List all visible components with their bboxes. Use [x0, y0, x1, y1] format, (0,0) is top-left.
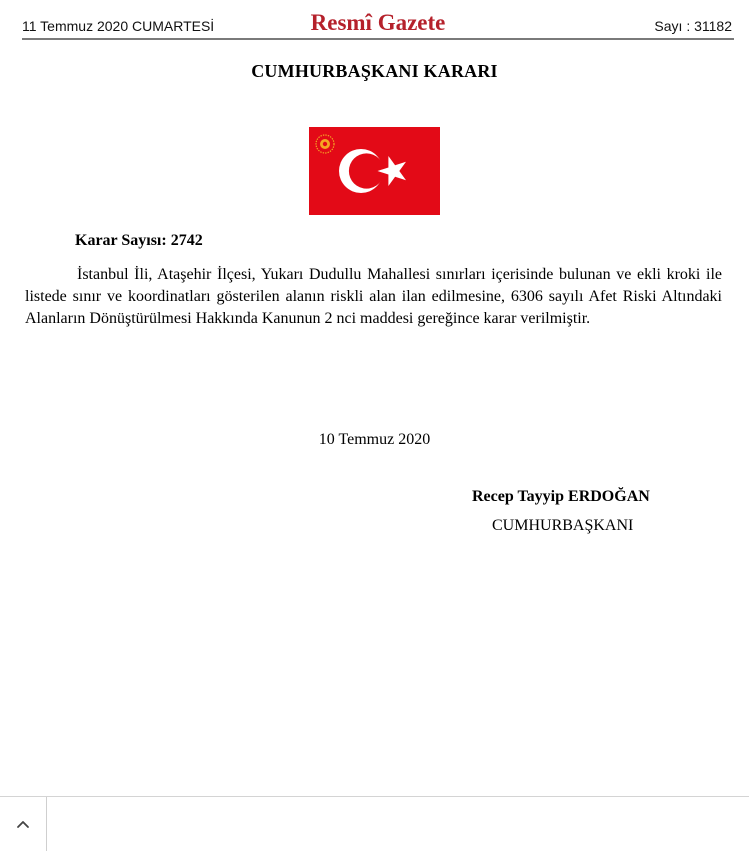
signer-name: Recep Tayyip ERDOĞAN [472, 488, 650, 505]
collapse-button[interactable] [0, 797, 47, 851]
decision-body: İstanbul İli, Ataşehir İlçesi, Yukarı Dudullu Mahallesi sınırları içerisinde bulunan ve ekli kroki ile listede sınır ve koordinatları gösterilen alanın riskli alan ilan edilmesine, 6306 sayılı Afet Riski Altındaki Alanların Dönüştürülmesi Hakkında Kanunun 2 nci maddesi gereğince karar verilmiştir. [25, 266, 722, 327]
gazette-header [22, 8, 734, 40]
decision-number: Karar Sayısı: 2742 [75, 232, 203, 249]
decision-date: 10 Temmuz 2020 [318, 431, 431, 448]
chevron-up-icon [16, 819, 30, 829]
header-date: 11 Temmuz 2020 CUMARTESİ [22, 18, 215, 34]
signer-title: CUMHURBAŞKANI [492, 517, 634, 534]
turkish-flag-icon [309, 127, 440, 215]
document-title: CUMHURBAŞKANI KARARI [251, 61, 498, 81]
issue-number: Sayı : 31182 [654, 18, 732, 34]
viewer-bottom-bar [0, 796, 749, 851]
gazette-title: Resmî Gazete [310, 10, 446, 35]
